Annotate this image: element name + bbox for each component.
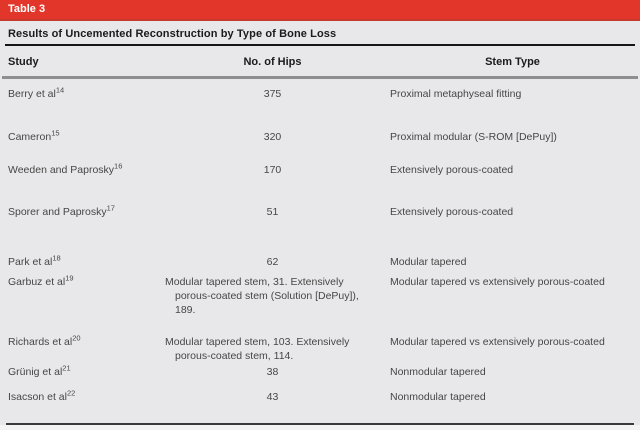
column-header-stem-type: Stem Type	[485, 56, 540, 68]
no-of-hips-cell: 375	[263, 88, 282, 100]
reference-superscript: 19	[65, 273, 74, 283]
table-label: Table 3	[8, 3, 46, 15]
reference-superscript: 18	[52, 253, 61, 263]
study-cell: Park et $al^{18}$	[8, 253, 61, 268]
reference-superscript: 16	[114, 161, 123, 171]
stem-type-cell: Proximal modular (S-ROM [DePuy])	[390, 131, 557, 143]
no-of-hips-cell: 170	[263, 164, 282, 176]
stem-type-cell: Proximal metaphyseal fitting	[390, 88, 522, 100]
study-cell: Richards et $al^{20}$	[8, 333, 81, 348]
study-cell: Weeden and Paprosky$^{16}$	[8, 161, 123, 176]
reference-superscript: 14	[55, 85, 65, 95]
stem-type-cell: Modular tapered vs extensively porous-coated	[390, 276, 605, 288]
no-of-hips-cell: 38	[266, 366, 279, 378]
stem-type-cell: Extensively porous-coated	[390, 164, 514, 176]
stem-type-cell: Nonmodular tapered	[390, 366, 486, 378]
study-cell: Berry et $al^{14}$	[8, 85, 65, 100]
no-of-hips-cell: 51	[266, 206, 279, 218]
no-of-hips-cell: 62	[266, 256, 279, 268]
stem-type-cell: Extensively porous-coated	[390, 206, 514, 218]
table-row	[0, 87, 640, 130]
table-row	[0, 205, 640, 255]
study-cell: Cameron$^{15}$	[8, 128, 60, 143]
reference-superscript: 20	[72, 333, 81, 343]
no-of-hips-cell: 43	[266, 391, 279, 403]
no-of-hips-cell: Modular tapered stem, 103. Extensively porous-coated stem, 114.	[165, 336, 350, 362]
no-of-hips-cell: 320	[263, 131, 282, 143]
stem-type-cell: Modular tapered	[390, 256, 467, 268]
study-cell: Garbuz et $al^{19}$	[8, 273, 74, 288]
study-cell: Isacson et $al^{22}$	[8, 388, 76, 403]
table-label-bar	[0, 0, 640, 21]
table-row	[0, 163, 640, 205]
reference-superscript: 21	[62, 363, 71, 373]
reference-superscript: 15	[51, 128, 60, 138]
reference-superscript: 17	[106, 203, 115, 213]
no-of-hips-cell: Modular tapered stem, 31. Extensively porous-coated stem (Solution [DePuy]), 189.	[165, 276, 359, 316]
table-row	[0, 335, 640, 365]
table-body	[0, 79, 640, 420]
table-row	[0, 130, 640, 163]
table-row	[0, 365, 640, 390]
study-cell: Sporer and Paprosky$^{17}$	[8, 203, 115, 218]
stem-type-cell: Modular tapered vs extensively porous-coated	[390, 336, 605, 348]
table-row	[0, 275, 640, 335]
footer-strip	[0, 425, 640, 430]
stem-type-cell: Nonmodular tapered	[390, 391, 486, 403]
table-row	[0, 390, 640, 420]
study-cell: Grünig et $al^{21}$	[8, 363, 71, 378]
column-header-no-of-hips: No. of Hips	[243, 56, 302, 68]
table-row	[0, 255, 640, 275]
table-header-row	[0, 46, 640, 76]
table-title: Results of Uncemented Reconstruction by Type of Bone Loss	[8, 28, 337, 40]
reference-superscript: 22	[66, 388, 76, 398]
column-header-study: Study	[8, 56, 39, 68]
